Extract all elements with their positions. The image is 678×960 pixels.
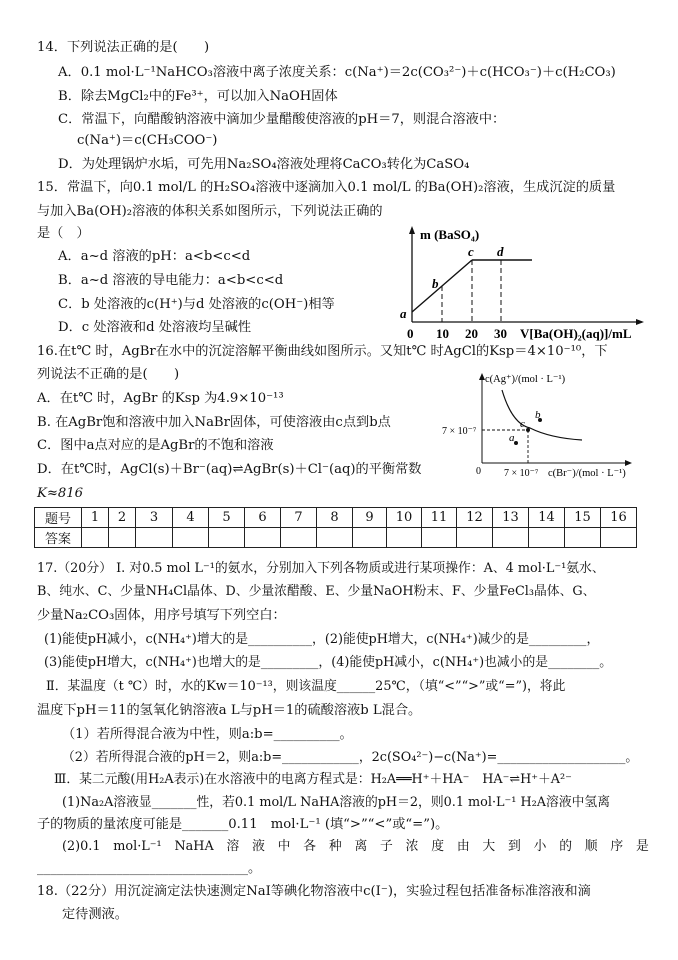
q15-graph-origin: 0 [407, 326, 414, 341]
q16-option-b: B. 在AgBr饱和溶液中加入NaBr固体，可使溶液由c点到b点 [37, 415, 391, 430]
answer-cell[interactable] [173, 528, 209, 548]
q17-line8: （1）若所得混合液为中性，则a:b=__________。 [62, 727, 353, 742]
answer-cell[interactable] [136, 528, 173, 548]
q16-stem-line1: 16.在t℃ 时，AgBr在水中的沉淀溶解平衡曲线如图所示。又知t℃ 时AgCl的Ksp＝4×10⁻¹⁰，下 [37, 344, 608, 359]
q16-graph-origin: 0 [476, 466, 481, 477]
answer-cell[interactable] [209, 528, 245, 548]
q14-option-a: A．0.1 mol·L⁻¹NaHCO₃溶液中离子浓度关系：c(Na⁺)＝2c(CO₃²⁻)＋c(HCO₃⁻)＋c(H₂CO₃) [58, 65, 616, 80]
q15-tick-10: 10 [436, 326, 449, 341]
q16-option-a: A．在t℃ 时，AgBr 的Ksp 为4.9×10⁻¹³ [37, 391, 284, 406]
answer-table-number: 11 [422, 508, 457, 528]
answer-cell[interactable] [82, 528, 109, 548]
q17-line14: ________________________________。 [37, 861, 262, 876]
answer-table-number: 2 [109, 508, 136, 528]
answer-table-number-row [35, 508, 637, 528]
answer-cell[interactable] [565, 528, 601, 548]
answer-table-label: 题号 [35, 508, 82, 528]
answer-cell[interactable] [387, 528, 422, 548]
q15-point-d: d [497, 244, 504, 259]
q17-line10: Ⅲ．某二元酸(用H₂A表示)在水溶液中的电离方程式是：H₂A══H⁺＋HA⁻ HA⁻⇌H⁺＋A²⁻ [54, 772, 572, 787]
answer-cell[interactable] [422, 528, 457, 548]
q16-option-d-k: K≈816 [37, 486, 84, 501]
answer-table-number: 7 [281, 508, 317, 528]
q16-graph-ylabel: c(Ag⁺)/(mol · L⁻¹) [485, 374, 566, 385]
answer-table-number: 4 [173, 508, 209, 528]
answer-table-answer-row [35, 528, 637, 548]
q15-precipitate-graph [392, 222, 662, 344]
q16-point-c: c [520, 418, 525, 430]
answer-cell[interactable] [529, 528, 565, 548]
q17-line5: (3)能使pH增大，c(NH₄⁺)也增大的是_________，(4)能使pH减小，c(NH₄⁺)也减小的是________。 [44, 655, 613, 670]
answer-table-number: 10 [387, 508, 422, 528]
q17-line2: B、纯水、C、少量NH₄Cl晶体、D、少量浓醋酸、E、少量NaOH粉末、F、少量FeCl₃晶体、G、 [37, 584, 596, 599]
q16-point-b: b [535, 409, 541, 421]
q15-point-c: c [468, 244, 474, 259]
answer-cell[interactable] [109, 528, 136, 548]
q15-graph-ylabel: m (BaSO₄) [420, 227, 480, 242]
answer-cell[interactable] [317, 528, 353, 548]
q15-point-a: a [400, 306, 407, 321]
answer-table-number: 13 [493, 508, 529, 528]
q16-graph-xtick: 7 × 10⁻⁷ [504, 468, 539, 479]
q14-option-c: C．常温下，向醋酸钠溶液中滴加少量醋酸使溶液的pH＝7，则混合溶液中： [58, 112, 506, 127]
q16-option-d: D．在t℃时，AgCl(s)＋Br⁻(aq)⇌AgBr(s)＋Cl⁻(aq)的平衡常数 [37, 462, 422, 477]
q16-option-c: C．图中a点对应的是AgBr的不饱和溶液 [37, 438, 274, 453]
q17-line6: Ⅱ．某温度（t ℃）时，水的Kw＝10⁻¹³，则该温度______25℃，（填“<”“>”或“=”)，将此 [46, 679, 566, 694]
q16-graph-ytick: 7 × 10⁻⁷ [442, 426, 477, 437]
answer-table [34, 507, 637, 548]
answer-cell[interactable] [353, 528, 387, 548]
q15-tick-20: 20 [465, 326, 478, 341]
answer-table-number: 1 [82, 508, 109, 528]
answer-table-number: 15 [565, 508, 601, 528]
q17-line1: 17.（20分） I. 对0.5 mol L⁻¹的氨水，分别加入下列各物质或进行某项操作：A、4 mol·L⁻¹氨水、 [37, 561, 605, 576]
answer-cell[interactable] [457, 528, 493, 548]
q15-tick-30: 30 [494, 326, 507, 341]
answer-table-number: 6 [245, 508, 281, 528]
answer-table-number: 16 [601, 508, 637, 528]
answer-table-number: 8 [317, 508, 353, 528]
q16-stem-line2: 列说法不正确的是( ) [37, 367, 180, 382]
q17-line4: (1)能使pH减小，c(NH₄⁺)增大的是__________，(2)能使pH增大，c(NH₄⁺)减少的是_________， [44, 632, 600, 647]
q14-option-d: D．为处理锅炉水垢，可先用Na₂SO₄溶液处理将CaCO₃转化为CaSO₄ [58, 157, 470, 172]
q15-option-a: A．a~d 溶液的pH：a<b<c<d [58, 249, 251, 264]
answer-table-number: 3 [136, 508, 173, 528]
answer-cell[interactable] [281, 528, 317, 548]
answer-cell[interactable] [601, 528, 637, 548]
q15-stem-line1: 15．常温下，向0.1 mol/L 的H₂SO₄溶液中逐滴加入0.1 mol/L 的Ba(OH)₂溶液，生成沉淀的质量 [37, 180, 616, 195]
answer-cell[interactable] [245, 528, 281, 548]
q18-line1: 18.（22分）用沉淀滴定法快速测定NaI等碘化物溶液中c(I⁻)，实验过程包括准备标准溶液和滴 [37, 884, 591, 899]
q16-point-a: a [509, 432, 515, 444]
q15-option-b: B．a~d 溶液的导电能力：a<b<c<d [58, 273, 284, 288]
q15-option-d: D．c 处溶液和d 处溶液均呈碱性 [58, 320, 252, 335]
q17-line11: (1)Na₂A溶液显_______性，若0.1 mol/L NaHA溶液的pH＝2，则0.1 mol·L⁻¹ H₂A溶液中氢离 [62, 795, 611, 810]
q16-solubility-graph [440, 368, 640, 483]
q14-stem: 14．下列说法正确的是( ) [37, 40, 210, 55]
q14-option-b: B．除去MgCl₂中的Fe³⁺，可以加入NaOH固体 [58, 89, 338, 104]
q15-stem-line3: 是（ ） [37, 226, 90, 241]
q17-line12: 子的物质的量浓度可能是_______0.11 mol·L⁻¹ (填“>”“<”或“=”)。 [37, 817, 449, 832]
q16-graph-xlabel: c(Br⁻)/(mol · L⁻¹) [548, 468, 626, 479]
q15-option-c: C．b 处溶液的c(H⁺)与d 处溶液的c(OH⁻)相等 [58, 297, 335, 312]
q14-option-c-cont: c(Na⁺)＝c(CH₃COO⁻) [77, 133, 218, 148]
q15-graph-xlabel: V[Ba(OH)₂(aq)]/mL [520, 326, 632, 341]
answer-cell[interactable] [493, 528, 529, 548]
q15-point-b: b [432, 276, 439, 291]
answer-table-label: 答案 [35, 528, 82, 548]
answer-table-number: 12 [457, 508, 493, 528]
answer-table-number: 9 [353, 508, 387, 528]
q17-line9: （2）若所得混合液的pH＝2，则a:b=____________，2c(SO₄²⁻)−c(Na⁺)=____________________。 [62, 750, 639, 765]
q17-line3: 少量Na₂CO₃固体，用序号填写下列空白： [37, 608, 286, 623]
q18-line2: 定待测液。 [62, 907, 128, 922]
answer-table-number: 14 [529, 508, 565, 528]
q17-line7: 温度下pH＝11的氢氧化钠溶液a L与pH＝1的硫酸溶液b L混合。 [37, 703, 422, 718]
q15-stem-line2: 与加入Ba(OH)₂溶液的体积关系如图所示，下列说法正确的 [37, 204, 383, 219]
q17-line13: (2)0.1 mol·L⁻¹ NaHA 溶 液 中 各 种 离 子 浓 度 由 大 到 小 的 顺 序 是 [62, 839, 649, 854]
answer-table-number: 5 [209, 508, 245, 528]
